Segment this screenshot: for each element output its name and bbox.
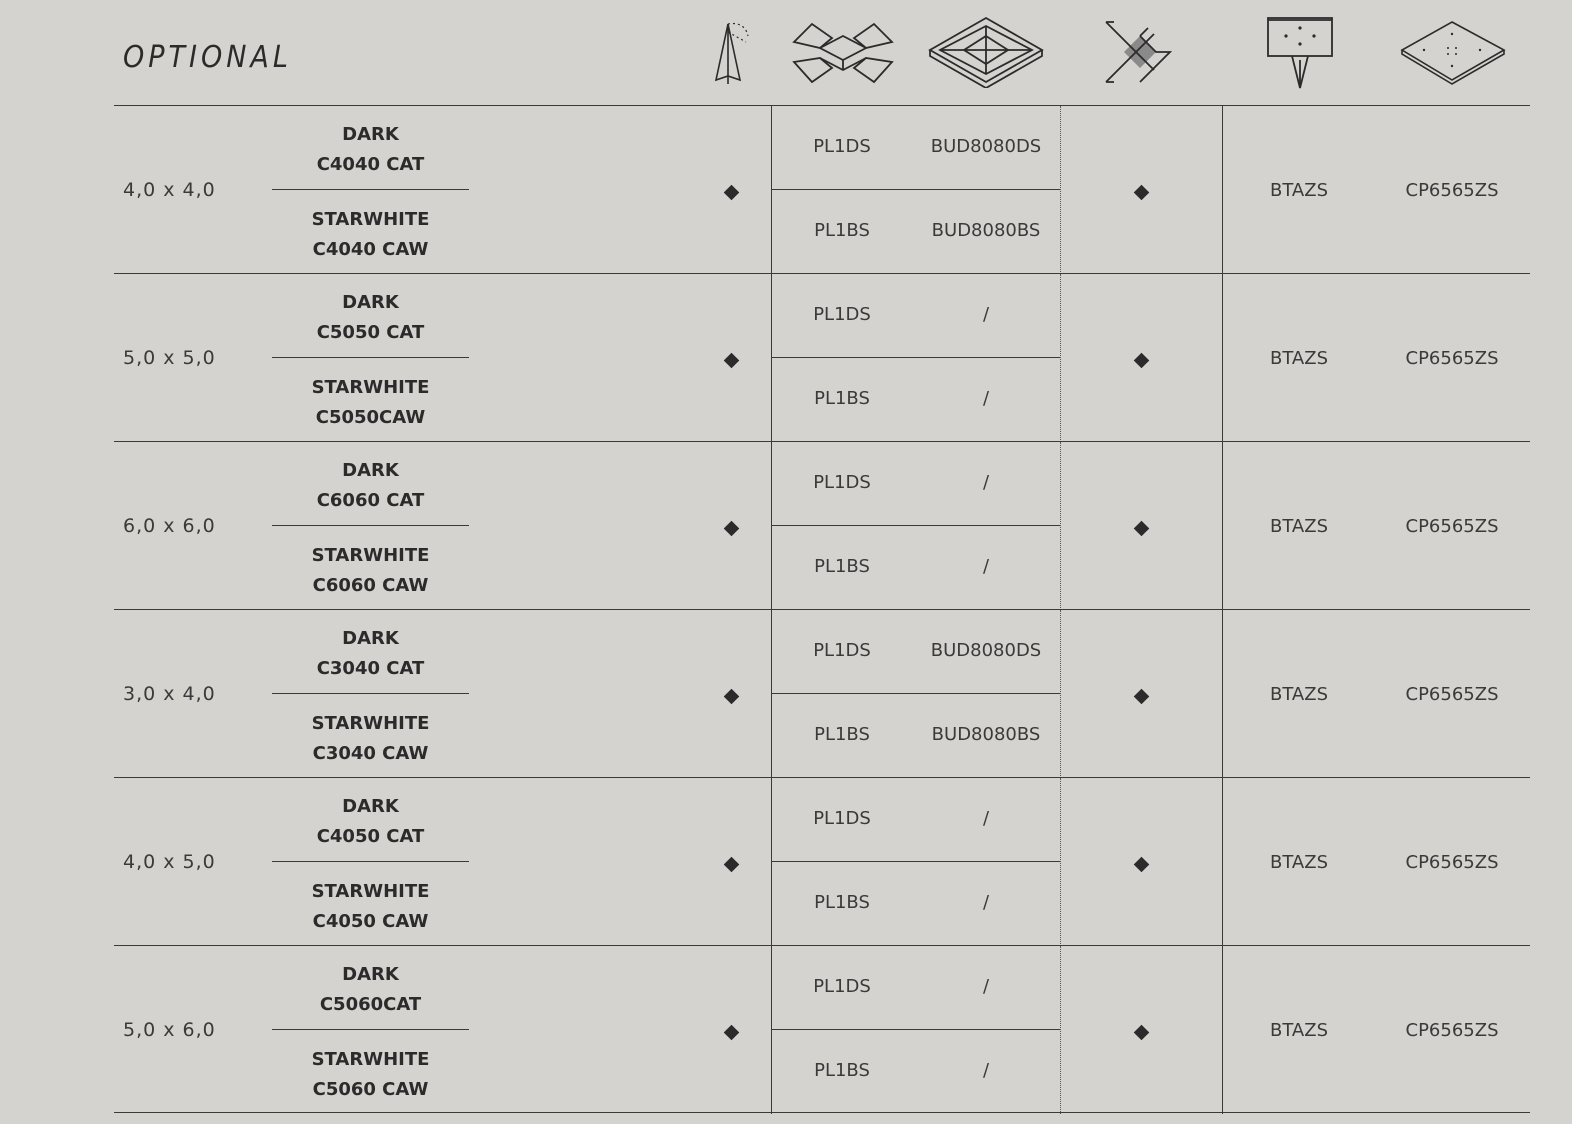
- model-divider: [272, 1029, 469, 1030]
- model-divider: [272, 693, 469, 694]
- column-divider: [771, 442, 772, 610]
- starwhite-model: [272, 373, 469, 433]
- included-diamond-icon: [1134, 353, 1150, 369]
- included-diamond-icon: [1134, 857, 1150, 873]
- bud-dark-code: BUD8080DS: [930, 136, 1042, 157]
- plate-code: CP6565ZS: [1405, 684, 1499, 705]
- starwhite-label: STARWHITE: [311, 881, 430, 902]
- column-divider: [771, 610, 772, 778]
- bud-starwhite-code: /: [982, 892, 990, 913]
- bud-starwhite-code: BUD8080BS: [931, 220, 1041, 241]
- bud-starwhite-code: /: [982, 556, 990, 577]
- column-divider: [771, 946, 772, 1114]
- pl-dark-code: PL1DS: [813, 808, 871, 829]
- starwhite-model: [272, 709, 469, 769]
- size-label: 6,0 x 6,0: [123, 515, 216, 537]
- starwhite-code: C4040 CAW: [312, 239, 429, 260]
- dark-code: C4050 CAT: [316, 826, 425, 847]
- starwhite-code: C4050 CAW: [312, 911, 429, 932]
- bracket-code: BTAZS: [1269, 684, 1329, 705]
- size-label: 4,0 x 4,0: [123, 179, 216, 201]
- included-diamond-icon: [724, 185, 740, 201]
- bud-dark-code: /: [982, 976, 990, 997]
- dark-code: C5050 CAT: [316, 322, 425, 343]
- included-diamond-icon: [724, 857, 740, 873]
- table-row: [114, 441, 1530, 609]
- bracket-code: BTAZS: [1269, 1020, 1329, 1041]
- dark-label: DARK: [342, 628, 399, 649]
- pl-starwhite-code: PL1BS: [814, 1060, 870, 1081]
- column-divider: [1222, 442, 1223, 610]
- column-divider: [771, 106, 772, 274]
- column-divider: [1222, 274, 1223, 442]
- included-diamond-icon: [724, 353, 740, 369]
- pl-starwhite-code: PL1BS: [814, 388, 870, 409]
- pl-starwhite-code: PL1BS: [814, 220, 870, 241]
- model-divider: [272, 525, 469, 526]
- pl-starwhite-code: PL1BS: [814, 724, 870, 745]
- bud-starwhite-code: /: [982, 1060, 990, 1081]
- included-diamond-icon: [724, 1025, 740, 1041]
- column-divider: [1060, 946, 1061, 1114]
- starwhite-model: [272, 1045, 469, 1105]
- dark-model: [272, 120, 469, 180]
- bracket-code: BTAZS: [1269, 516, 1329, 537]
- row-divider: [772, 525, 1060, 526]
- starwhite-label: STARWHITE: [311, 545, 430, 566]
- row-divider: [772, 189, 1060, 190]
- bud-dark-code: /: [982, 808, 990, 829]
- bud-starwhite-code: /: [982, 388, 990, 409]
- bracket-code: BTAZS: [1269, 348, 1329, 369]
- model-divider: [272, 861, 469, 862]
- dark-label: DARK: [342, 292, 399, 313]
- model-divider: [272, 357, 469, 358]
- column-divider: [1060, 610, 1061, 778]
- included-diamond-icon: [724, 689, 740, 705]
- row-divider: [772, 1029, 1060, 1030]
- product-table: [114, 105, 1530, 1113]
- dark-model: [272, 624, 469, 684]
- base-plate-icon: [1398, 18, 1508, 88]
- model-divider: [272, 189, 469, 190]
- pl-starwhite-code: PL1BS: [814, 892, 870, 913]
- plate-code: CP6565ZS: [1405, 348, 1499, 369]
- dark-label: DARK: [342, 796, 399, 817]
- dark-label: DARK: [342, 124, 399, 145]
- included-diamond-icon: [1134, 1025, 1150, 1041]
- table-row: [114, 609, 1530, 777]
- dark-code: C3040 CAT: [316, 658, 425, 679]
- starwhite-code: C3040 CAW: [312, 743, 429, 764]
- column-divider: [771, 778, 772, 946]
- dark-label: DARK: [342, 964, 399, 985]
- pl-dark-code: PL1DS: [813, 304, 871, 325]
- table-row: [114, 273, 1530, 441]
- starwhite-code: C5050CAW: [315, 407, 426, 428]
- row-divider: [772, 357, 1060, 358]
- bud-dark-code: BUD8080DS: [930, 640, 1042, 661]
- plate-code: CP6565ZS: [1405, 516, 1499, 537]
- row-divider: [772, 693, 1060, 694]
- pl-dark-code: PL1DS: [813, 640, 871, 661]
- starwhite-code: C6060 CAW: [312, 575, 429, 596]
- starwhite-model: [272, 541, 469, 601]
- dark-model: [272, 960, 469, 1020]
- cross-paving-icon: [1102, 18, 1174, 88]
- dark-label: DARK: [342, 460, 399, 481]
- size-label: 4,0 x 5,0: [123, 851, 216, 873]
- starwhite-label: STARWHITE: [311, 209, 430, 230]
- pl-dark-code: PL1DS: [813, 472, 871, 493]
- included-diamond-icon: [1134, 185, 1150, 201]
- dark-code: C5060CAT: [319, 994, 422, 1015]
- starwhite-label: STARWHITE: [311, 713, 430, 734]
- dark-model: [272, 792, 469, 852]
- starwhite-label: STARWHITE: [311, 377, 430, 398]
- bracket-code: BTAZS: [1269, 180, 1329, 201]
- column-divider: [1060, 274, 1061, 442]
- plate-code: CP6565ZS: [1405, 1020, 1499, 1041]
- ground-anchor-icon: [790, 18, 896, 86]
- included-diamond-icon: [1134, 689, 1150, 705]
- pl-dark-code: PL1DS: [813, 976, 871, 997]
- dark-code: C4040 CAT: [316, 154, 425, 175]
- row-divider: [772, 861, 1060, 862]
- starwhite-label: STARWHITE: [311, 1049, 430, 1070]
- column-divider: [1222, 610, 1223, 778]
- plate-code: CP6565ZS: [1405, 852, 1499, 873]
- column-divider: [1060, 442, 1061, 610]
- table-row: [114, 945, 1530, 1113]
- included-diamond-icon: [724, 521, 740, 537]
- starwhite-model: [272, 877, 469, 937]
- column-divider: [1222, 778, 1223, 946]
- dark-model: [272, 456, 469, 516]
- dark-code: C6060 CAT: [316, 490, 425, 511]
- pl-dark-code: PL1DS: [813, 136, 871, 157]
- bud-dark-code: /: [982, 472, 990, 493]
- starwhite-code: C5060 CAW: [312, 1079, 429, 1100]
- column-divider: [1060, 106, 1061, 274]
- starwhite-model: [272, 205, 469, 265]
- page-title: OPTIONAL: [123, 40, 292, 75]
- column-divider: [771, 274, 772, 442]
- column-divider: [1222, 106, 1223, 274]
- column-divider: [1222, 946, 1223, 1114]
- pl-starwhite-code: PL1BS: [814, 556, 870, 577]
- included-diamond-icon: [1134, 521, 1150, 537]
- column-divider: [1060, 778, 1061, 946]
- table-row: [114, 777, 1530, 945]
- size-label: 5,0 x 5,0: [123, 347, 216, 369]
- bud-dark-code: /: [982, 304, 990, 325]
- plate-code: CP6565ZS: [1405, 180, 1499, 201]
- wall-bracket-icon: [1264, 14, 1336, 92]
- tree-icon: [712, 20, 752, 86]
- base-frame-icon: [928, 16, 1046, 88]
- bracket-code: BTAZS: [1269, 852, 1329, 873]
- size-label: 3,0 x 4,0: [123, 683, 216, 705]
- bud-starwhite-code: BUD8080BS: [931, 724, 1041, 745]
- table-row: [114, 105, 1530, 273]
- size-label: 5,0 x 6,0: [123, 1019, 216, 1041]
- dark-model: [272, 288, 469, 348]
